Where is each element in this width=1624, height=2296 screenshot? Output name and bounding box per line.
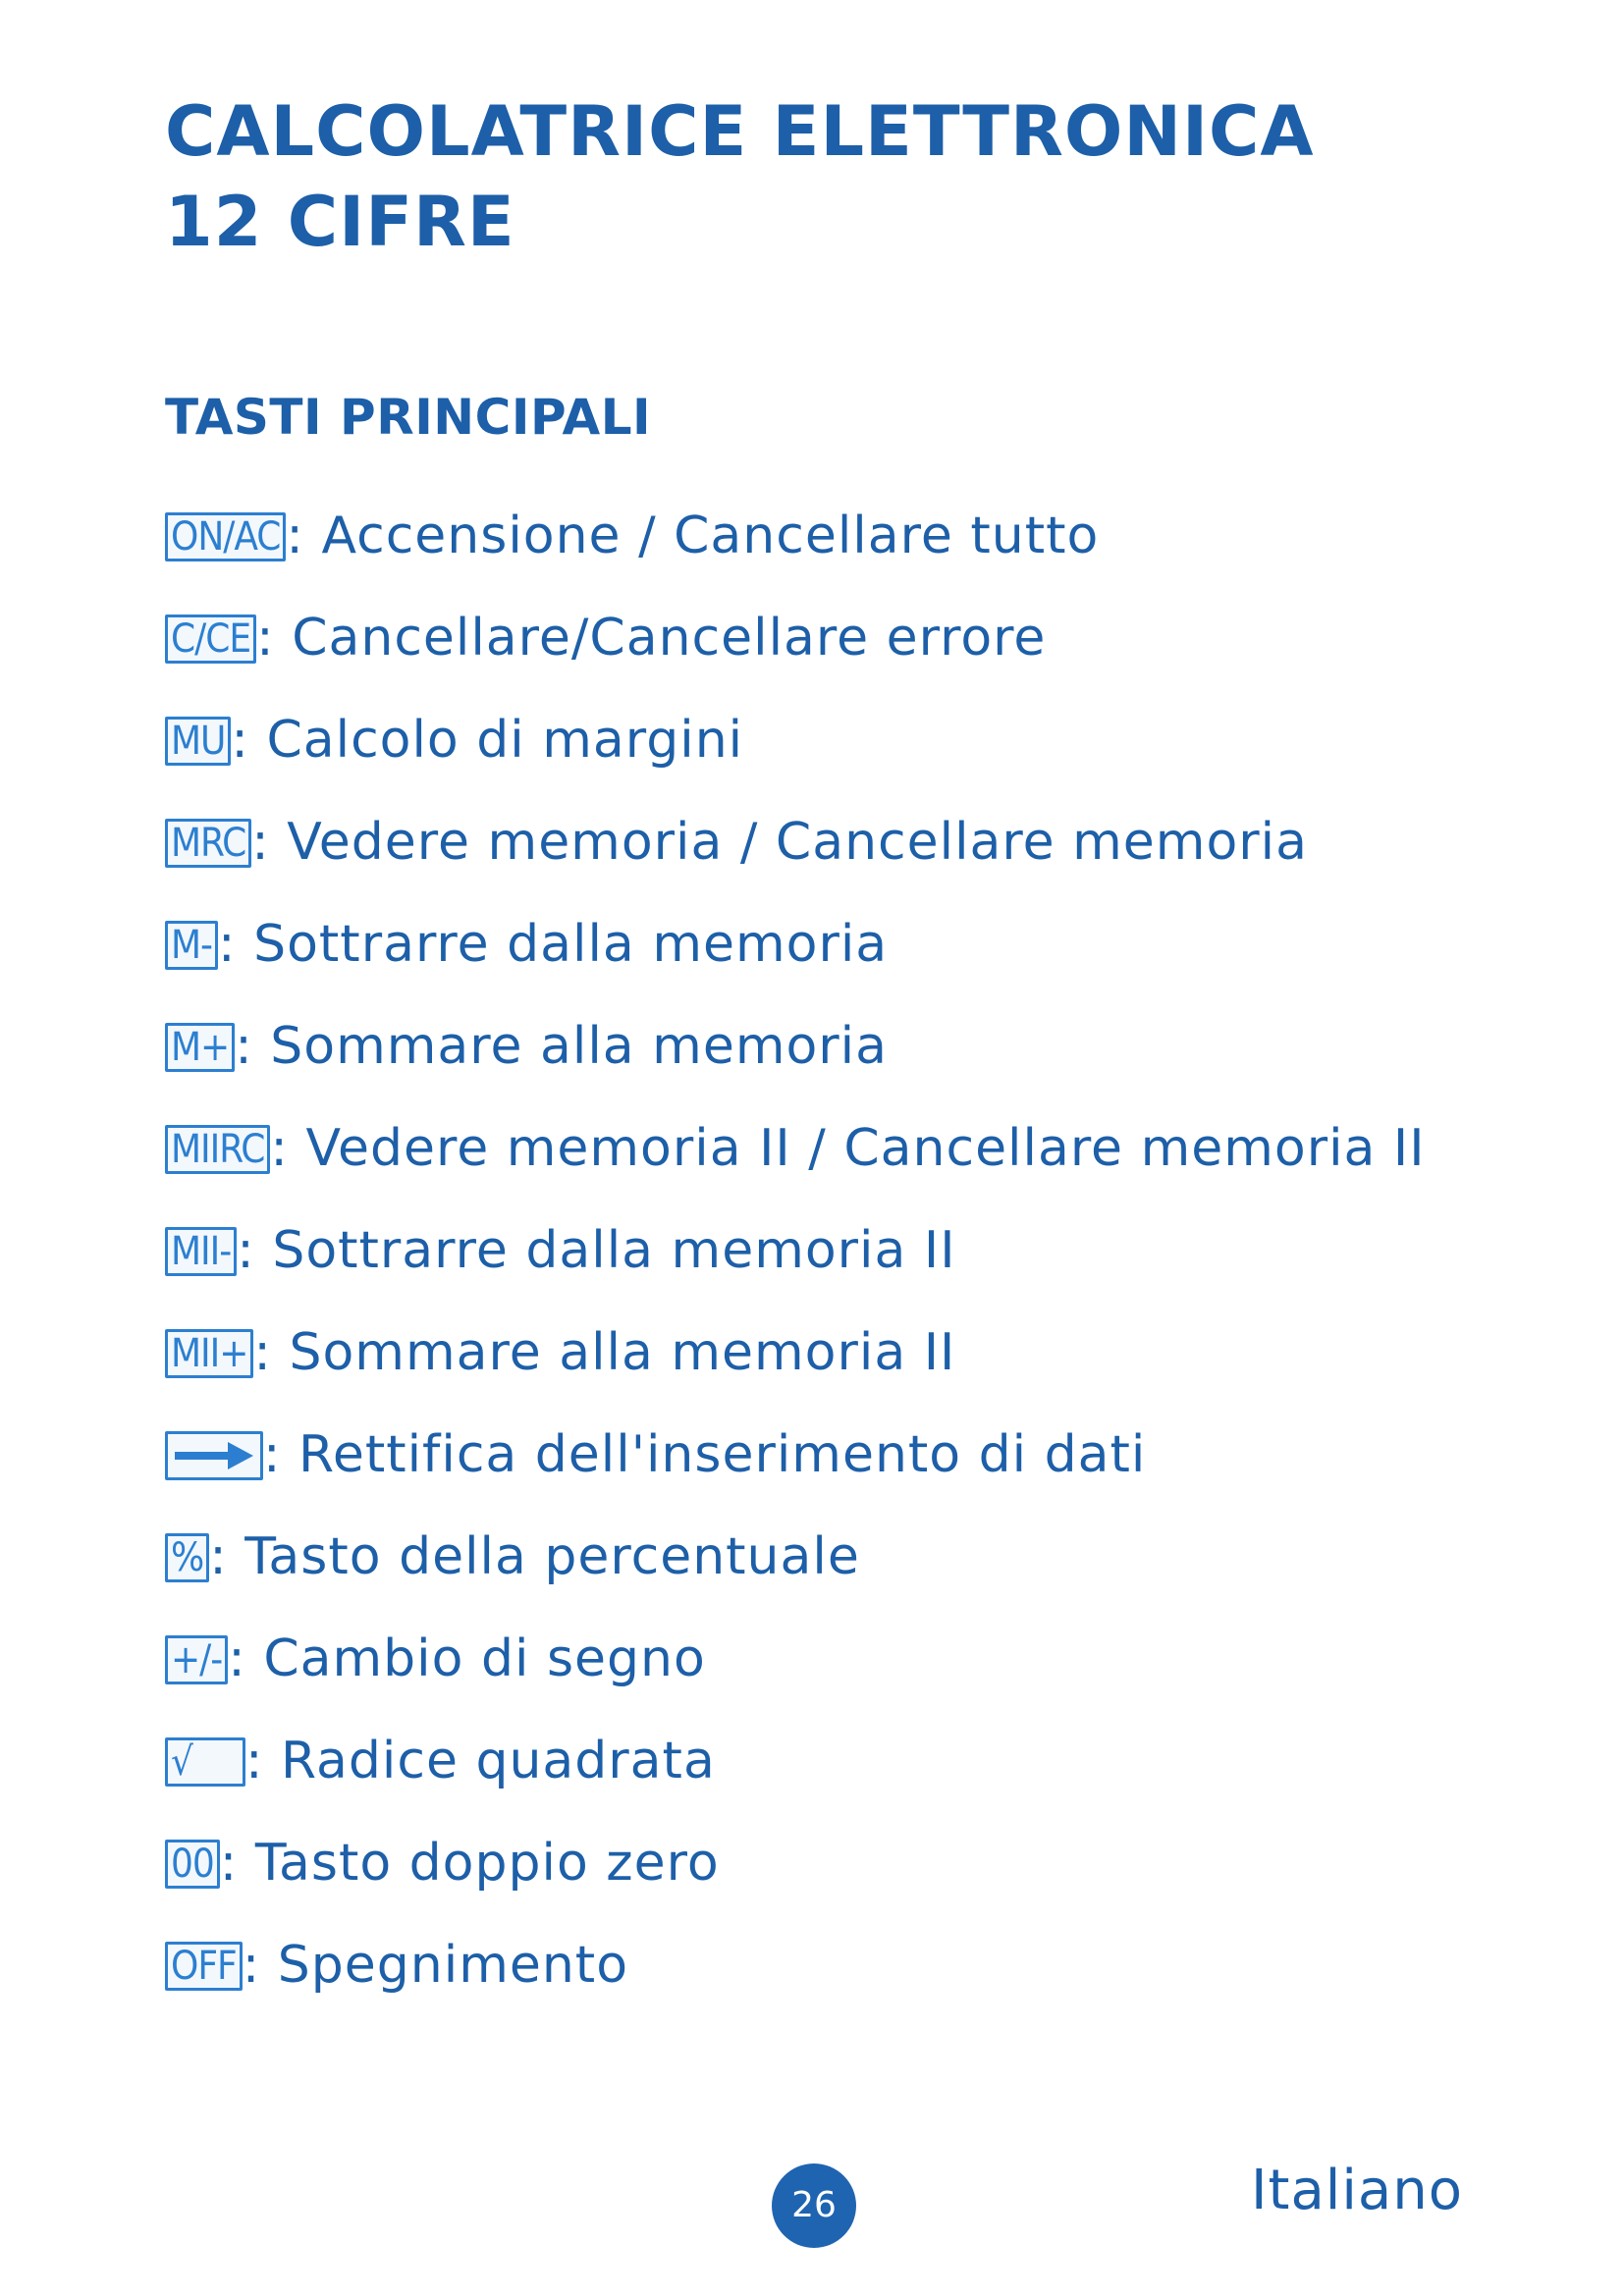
key-sign-icon: +/- — [165, 1635, 228, 1684]
key-description: : Vedere memoria / Cancellare memoria — [251, 813, 1308, 872]
key-row-mrc — [165, 811, 1426, 913]
key-row-m-plus — [165, 1015, 1426, 1117]
key-row-off — [165, 1934, 1426, 2036]
key-c-ce-icon: C/CE — [165, 614, 256, 664]
key-row-c-ce — [165, 607, 1426, 709]
key-description: : Cancellare/Cancellare errore — [256, 609, 1047, 667]
key-description: : Tasto della percentuale — [209, 1527, 860, 1586]
key-double-zero-icon: 00 — [165, 1840, 220, 1889]
page-number-badge: 26 — [772, 2163, 856, 2248]
key-row-mii-rc — [165, 1117, 1426, 1219]
key-off-icon: OFF — [165, 1942, 243, 1991]
language-label: Italiano — [1251, 2159, 1463, 2222]
key-description: : Radice quadrata — [245, 1732, 716, 1790]
key-description: : Sottrarre dalla memoria II — [237, 1221, 956, 1280]
key-row-sqrt — [165, 1730, 1426, 1832]
key-percent-icon: % — [165, 1533, 209, 1582]
title-line-2: 12 CIFRE — [165, 182, 515, 262]
key-mu-icon: MU — [165, 717, 231, 766]
key-list — [165, 505, 1426, 2036]
key-row-arrow — [165, 1423, 1426, 1525]
key-mrc-icon: MRC — [165, 819, 251, 868]
section-heading: TASTI PRINCIPALI — [165, 389, 652, 446]
key-description: : Sottrarre dalla memoria — [218, 915, 889, 974]
key-sqrt-icon: √ — [165, 1737, 245, 1787]
key-row-mu — [165, 709, 1426, 811]
arrow-right-glyph — [173, 1440, 255, 1471]
arrow-right-icon — [165, 1431, 263, 1480]
key-description: : Accensione / Cancellare tutto — [286, 507, 1100, 565]
key-description: : Rettifica dell'inserimento di dati — [263, 1425, 1147, 1484]
key-m-plus-icon: M+ — [165, 1023, 235, 1072]
key-row-sign — [165, 1628, 1426, 1730]
key-description: : Tasto doppio zero — [219, 1834, 720, 1893]
key-description: : Sommare alla memoria — [235, 1017, 888, 1076]
key-on-ac-icon: ON/AC — [165, 512, 286, 561]
key-description: : Spegnimento — [242, 1936, 629, 1995]
key-row-mii-minus — [165, 1219, 1426, 1321]
key-description: : Calcolo di margini — [231, 711, 744, 770]
key-mii-plus-icon: MII+ — [165, 1329, 253, 1378]
key-description: : Sommare alla memoria II — [253, 1323, 956, 1382]
key-description: : Vedere memoria II / Cancellare memoria II — [270, 1119, 1426, 1178]
title-line-1: CALCOLATRICE ELETTRONICA — [165, 91, 1315, 172]
document-title — [165, 86, 1315, 267]
key-row-double-zero — [165, 1832, 1426, 1934]
key-row-on-ac — [165, 505, 1426, 607]
key-mii-rc-icon: MIIRC — [165, 1125, 270, 1174]
key-m-minus-icon: M- — [165, 921, 218, 970]
key-row-mii-plus — [165, 1321, 1426, 1423]
key-mii-minus-icon: MII- — [165, 1227, 237, 1276]
key-row-m-minus — [165, 913, 1426, 1015]
key-row-percent — [165, 1525, 1426, 1628]
key-description: : Cambio di segno — [228, 1629, 706, 1688]
